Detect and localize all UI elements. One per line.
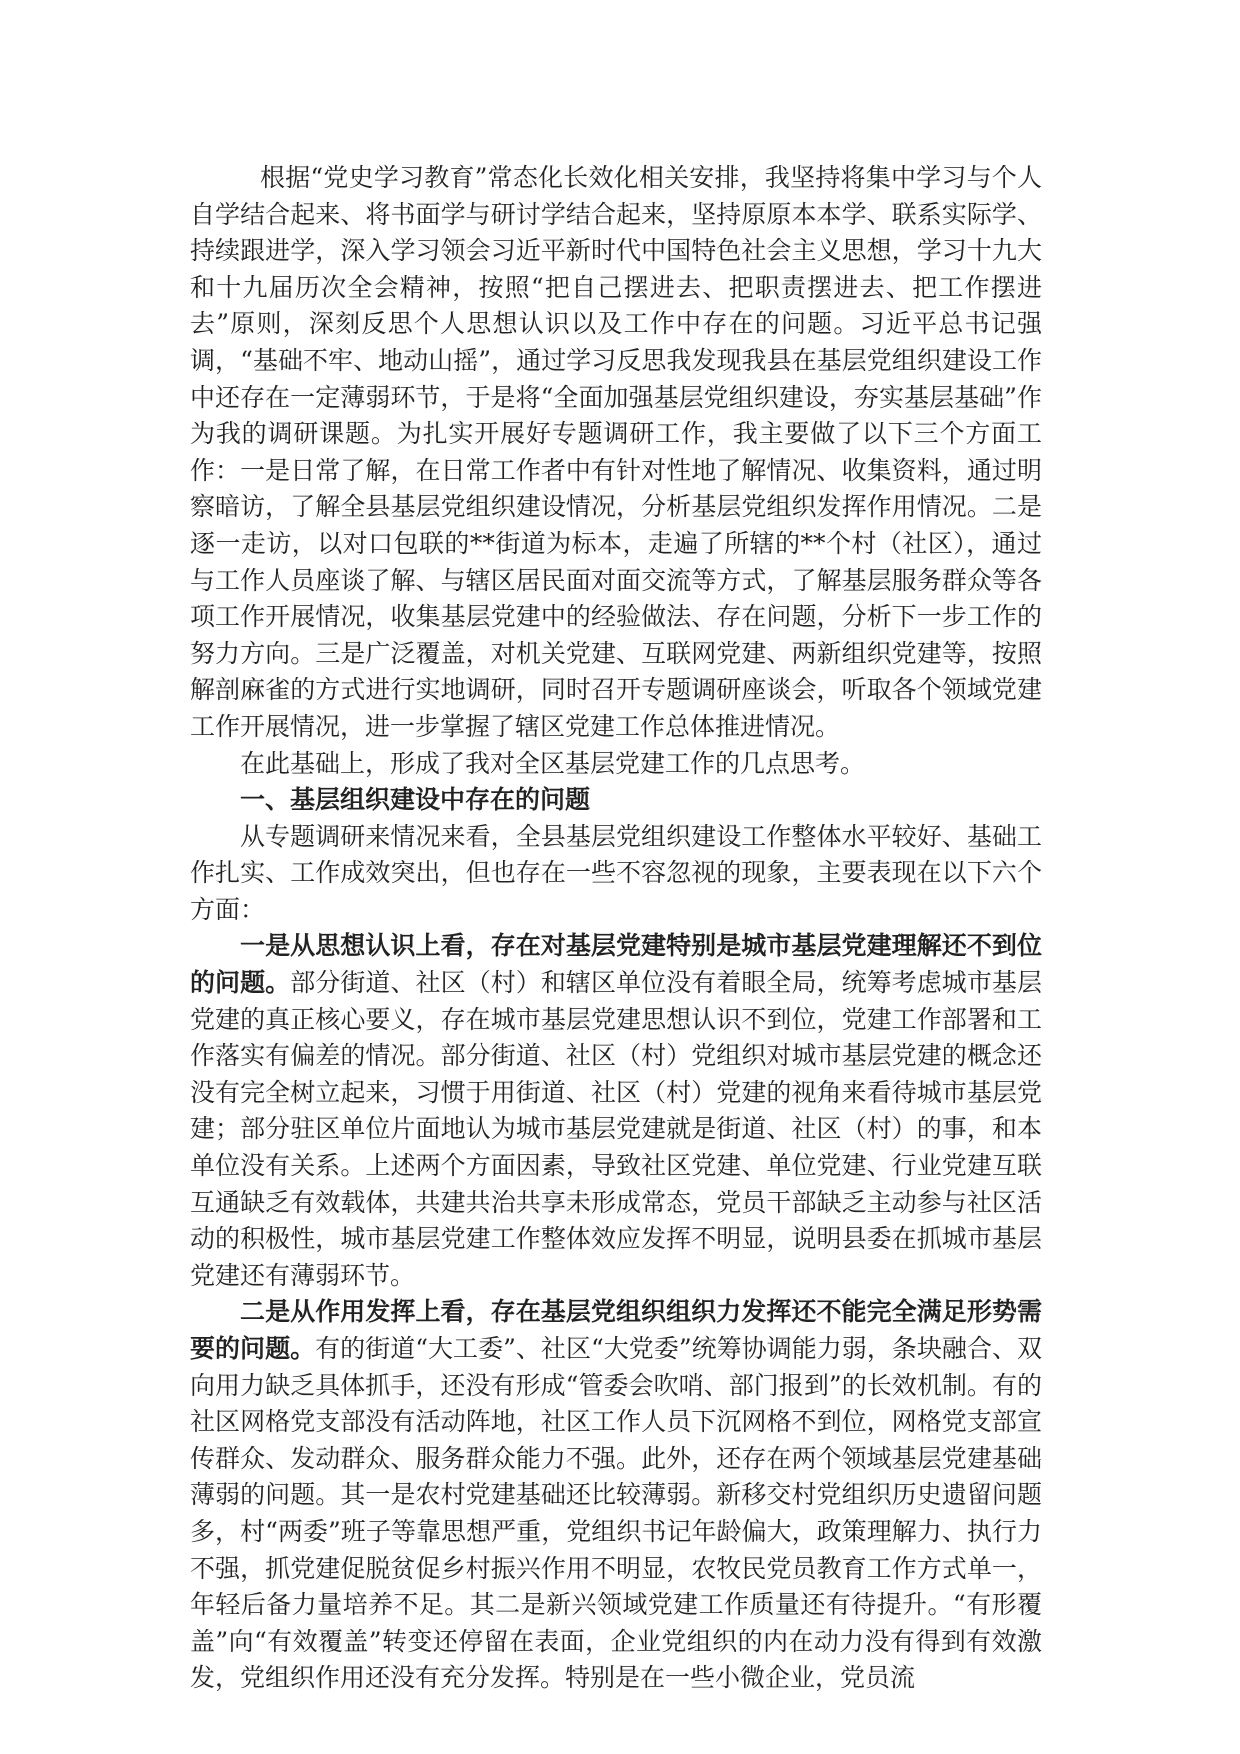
paragraph-basis: 在此基础上，形成了我对全区基层党建工作的几点思考。	[240, 748, 866, 778]
paragraph-point-1	[190, 928, 1042, 1294]
document-page	[190, 160, 1042, 1697]
paragraph-overview: 从专题调研来情况来看，全县基层党组织建设工作整体水平较好、基础工作扎实、工作成效突出，但也存在一些不容忽视的现象，主要表现在以下六个方面：	[190, 821, 1042, 924]
section-heading-problems: 一、基层组织建设中存在的问题	[240, 785, 591, 815]
point-2-body: 有的街道“大工委”、社区“大党委”统筹协调能力弱，条块融合、双向用力缺乏具体抓手，还没有形成“管委会吹哨、部门报到”的长效机制。有的社区网格党支部没有活动阵地，社区工作人员下沉网格不到位，网格党支部宣传群众、发动群众、服务群众能力不强。此外，还存在两个领域基层党建基础薄弱的问题。其一是农村党建基础还比较薄弱。新移交村党组织历史遗留问题多，村“两委”班子等靠思想严重，党组织书记年龄偏大，政策理解力、执行力不强，抓党建促脱贫促乡村振兴作用不明显，农牧民党员教育工作方式单一，年轻后备力量培养不足。其二是新兴领域党建工作质量还有待提升。“有形覆盖”向“有效覆盖”转变还停留在表面，企业党组织的内在动力没有得到有效激发，党组织作用还没有充分发挥。特别是在一些小微企业，党员流	[190, 1334, 1042, 1693]
point-1-lead: 一是从思想认识上看，存在对基层党建特别是城市基层党建理解还不到位的问题。	[190, 931, 1042, 998]
paragraph-point-2	[190, 1294, 1042, 1697]
point-1-body: 部分街道、社区（村）和辖区单位没有着眼全局，统筹考虑城市基层党建的真正核心要义，存在城市基层党建思想认识不到位，党建工作部署和工作落实有偏差的情况。部分街道、社区（村）党组织对城市基层党建的概念还没有完全树立起来，习惯于用街道、社区（村）党建的视角来看待城市基层党建；部分驻区单位片面地认为城市基层党建就是街道、社区（村）的事，和本单位没有关系。上述两个方面因素，导致社区党建、单位党建、行业党建互联互通缺乏有效载体，共建共治共享未形成常态，党员干部缺乏主动参与社区活动的积极性，城市基层党建工作整体效应发挥不明显，说明县委在抓城市基层党建还有薄弱环节。	[190, 968, 1042, 1290]
point-2-lead: 二是从作用发挥上看，存在基层党组织组织力发挥还不能完全满足形势需要的问题。	[190, 1297, 1042, 1363]
paragraph-intro: 根据“党史学习教育”常态化长效化相关安排，我坚持将集中学习与个人自学结合起来、将书面学与研讨学结合起来，坚持原原本本学、联系实际学、持续跟进学，深入学习领会习近平新时代中国特色社会主义思想，学习十九大和十九届历次全会精神，按照“把自己摆进去、把职责摆进去、把工作摆进去”原则，深刻反思个人思想认识以及工作中存在的问题。习近平总书记强调，“基础不牢、地动山摇”，通过学习反思我发现我县在基层党组织建设工作中还存在一定薄弱环节，于是将“全面加强基层党组织建设，夯实基层基础”作为我的调研课题。为扎实开展好专题调研工作，我主要做了以下三个方面工作：一是日常了解，在日常工作者中有针对性地了解情况、收集资料，通过明察暗访，了解全县基层党组织建设情况，分析基层党组织发挥作用情况。二是逐一走访，以对口包联的**街道为标本，走遍了所辖的**个村（社区），通过与工作人员座谈了解、与辖区居民面对面交流等方式，了解基层服务群众等各项工作开展情况，收集基层党建中的经验做法、存在问题，分析下一步工作的努力方向。三是广泛覆盖，对机关党建、互联网党建、两新组织党建等，按照解剖麻雀的方式进行实地调研，同时召开专题调研座谈会，听取各个领域党建工作开展情况，进一步掌握了辖区党建工作总体推进情况。	[190, 163, 1042, 741]
